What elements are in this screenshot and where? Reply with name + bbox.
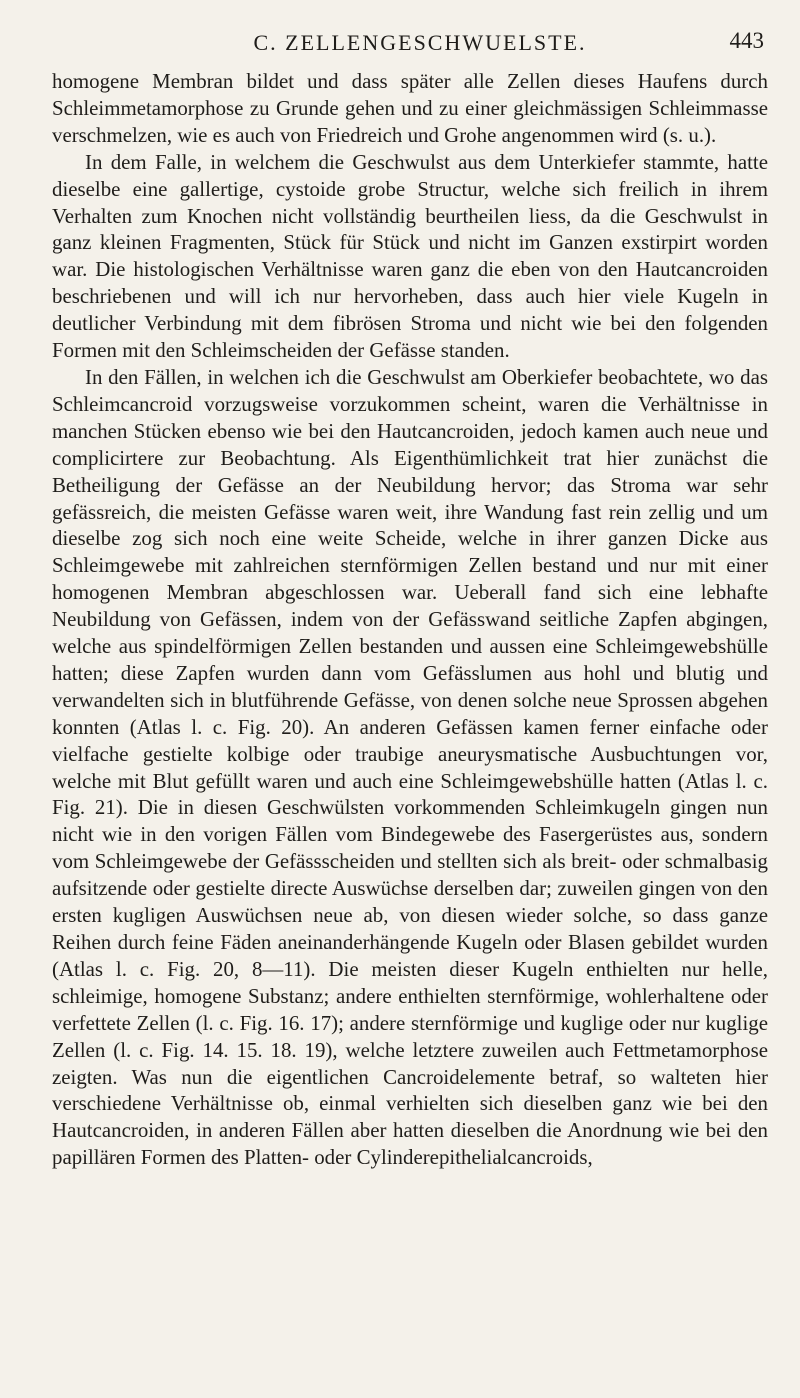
running-head [0,22,800,64]
body-text [52,68,768,1171]
paragraph-unterkiefer: In dem Falle, in welchem die Geschwulst aus dem Unterkiefer stammte, hatte dieselbe eine gallertige, cystoide grobe Structur, welche sich freilich in ihrem Verhalten zum Knochen nicht vollständig beurtheilen liess, da die Geschwulst in ganz kleinen Fragmenten, Stück für Stück und nicht im Ganzen exstirpirt worden war. Die histologischen Verhältnisse waren ganz die eben von den Hautcancroiden beschriebenen und will ich nur hervorheben, dass auch hier viele Kugeln in deutlicher Verbindung mit dem fibrösen Stroma und nicht wie bei den folgenden Formen mit den Schleimscheiden der Gefässe standen. [52,149,768,363]
paragraph-continuation: homogene Membran bildet und dass später alle Zellen dieses Haufens durch Schleimmetamorphose zu Grunde gehen und zu einer gleichmässigen Schleimmasse verschmelzen, wie es auch von Friedreich und Grohe angenommen wird (s. u.). [52,69,768,147]
paragraph-oberkiefer: In den Fällen, in welchen ich die Geschwulst am Oberkiefer beobachtete, wo das Schleimcancroid vorzugsweise vorzukommen scheint, waren die Verhältnisse in manchen Stücken ebenso wie bei den Hautcancroiden, jedoch kamen auch neue und complicirtere zur Beobachtung. Als Eigenthümlichkeit trat hier zunächst die Betheiligung der Gefässe an der Neubildung hervor; das Stroma war sehr gefässreich, die meisten Gefässe waren weit, ihre Wandung fast rein zellig und um dieselbe zog sich noch eine weite Scheide, welche in ihrer ganzen Dicke aus Schleimgewebe mit zahlreichen sternförmigen Zellen bestand und nur mit einer homogenen Membran abgeschlossen war. Ueberall fand sich eine lebhafte Neubildung von Gefässen, indem von der Gefässwand seitliche Zapfen abgingen, welche aus spindelförmigen Zellen bestanden und aussen eine Schleimgewebshülle hatten; diese Zapfen wurden dann vom Gefässlumen aus hohl und blutig und verwandelten sich in blutführende Gefässe, von denen solche neue Sprossen abgehen konnten (Atlas l. c. Fig. 20). An anderen Gefässen kamen ferner einfache oder vielfache gestielte kolbige oder traubige aneurysmatische Ausbuchtungen vor, welche mit Blut gefüllt waren und auch eine Schleimgewebshülle hatten (Atlas l. c. Fig. 21). Die in diesen Geschwülsten vorkommenden Schleimkugeln gingen nun nicht wie in den vorigen Fällen vom Bindegewebe des Fasergerüstes aus, sondern vom Schleimgewebe der Gefässscheiden und stellten sich als breit- oder schmalbasig aufsitzende oder gestielte directe Auswüchse derselben dar; zuweilen gingen von den ersten kugligen Auswüchsen neue ab, von diesen wieder solche, so dass ganze Reihen durch feine Fäden aneinanderhängende Kugeln oder Blasen gebildet wurden (Atlas l. c. Fig. 20, 8—11). Die meisten dieser Kugeln enthielten nur helle, schleimige, homogene Substanz; andere enthielten sternförmige, wohlerhaltene oder verfettete Zellen (l. c. Fig. 16. 17); andere sternförmige und kuglige oder nur kuglige Zellen (l. c. Fig. 14. 15. 18. 19), welche letztere zuweilen auch Fettmetamorphose zeigten. Was nun die eigentlichen Cancroidelemente betraf, so walteten hier verschiedene Verhältnisse ob, einmal verhielten sich dieselben ganz wie bei den Hautcancroiden, in anderen Fällen aber hatten dieselben die Anordnung wie bei den papillären Formen des Platten- oder Cylinderepithelialcancroids, [52,364,768,1170]
running-title: C. ZELLENGESCHWUELSTE. [253,30,587,55]
page-number: 443 [729,28,764,53]
